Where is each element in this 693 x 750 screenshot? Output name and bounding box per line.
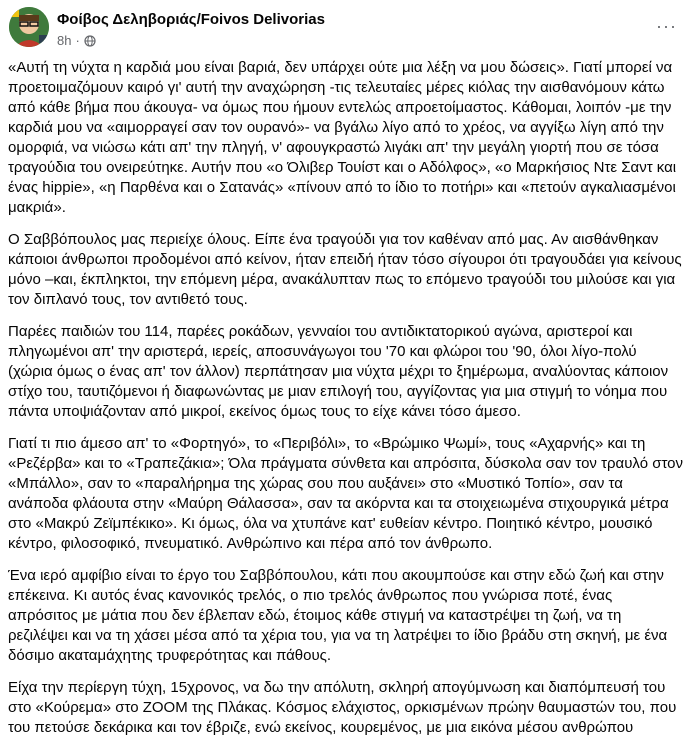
avatar-illustration-icon <box>9 7 49 47</box>
author-avatar[interactable] <box>9 7 49 47</box>
author-name[interactable]: Φοίβος Δεληβοριάς/Foivos Delivorias <box>57 11 325 28</box>
post-meta <box>57 33 96 48</box>
meta-separator: · <box>75 33 80 48</box>
post-paragraph: «Αυτή τη νύχτα η καρδιά μου είναι βαριά, δεν υπάρχει ούτε μια λέξη να μου δώσεις». Γιατί μπορεί να προετοιμαζόμουν καιρό γι' αυτή την αναχώρηση -τις τελευταίες μέρες κιόλας την αισθανόμουν κάτω από κάθε βήμα που άκουγα- να όμως που ήμουν εντελώς απροετοίμαστος. Κάθομαι, λοιπόν -με την καρδιά μου να «αιμορραγεί σαν τον ουρανό»- να βγάλω λίγο από το χρέος, να αγγίξω λίγη από την ομορφιά, να νιώσω κάτι απ' την πληγή, ν' αφουγκραστώ λιγάκι απ' την μεγάλη γιορτή που σε τόσα τραγούδια του ονειρεύτηκε. Αυτήν που «ο Όλιβερ Τουίστ και ο Αδόλφος», «ο Μαρκήσιος Ντε Σαντ και ένας hippie», «η Παρθένα και ο Σατανάς» «πίνουν από το ίδιο το ποτήρι» και «πετούν αγκαλιασμένοι μακριά». <box>8 59 677 216</box>
post-paragraph: Γιατί τι πιο άμεσο απ' το «Φορτηγό», το «Περιβόλι», το «Βρώμικο Ψωμί», τους «Αχαρνής» και τη «Ρεζέρβα» και το «Τραπεζάκια»; Όλα πράγματα σύνθετα και απρόσιτα, δύσκολα σαν τον τραυλό στον «Μπάλλο», σαν το «παραλήρημα της χώρας σου που αυξάνει» στο «Μυστικό Τοπίο», σαν τα ανάποδα φλάουτα στην «Μαύρη Θάλασσα», σαν τα ακόρντα και τα στοιχειωμένα στιχουργικά μέτρα στο «Μακρύ Ζεϊμπέκικο». Κι όμως, όλα να χτυπάνε κατ' ευθείαν κέντρο. Ποιητικό κέντρο, μουσικό κέντρο, φιλοσοφικό, πνευματικό. Ανθρώπινο και πέρα από τον άνθρωπο. <box>8 435 684 552</box>
post-header <box>0 0 693 58</box>
post-paragraph: Ένα ιερό αμφίβιο είναι το έργο του Σαββόπουλου, κάτι που ακουμπούσε και στην εδώ ζωή και στην επέκεινα. Κι αυτός ένας κανονικός τρελός, ο πιο τρελός άνθρωπος που γνώρισα ποτέ, ένας απρόσιτος με μάτια που δεν έβλεπαν εδώ, έτοιμος κάθε στιγμή να καταστρέψει τη ζωή, να τη ρεζιλέψει και να τη χάσει μέσα από τα χέρια του, για να τη λατρέψει το ίδιο βράδυ στη σκηνή, με ένα δόσιμο ακαταμάχητης τρυφερότητας και πάθους. <box>8 567 668 664</box>
post-paragraph: Παρέες παιδιών του 114, παρέες ροκάδων, γενναίοι του αντιδικτατορικού αγώνα, αριστεροί και πληγωμένοι απ' την αριστερά, ιερείς, αποσυνάγωγοι του '70 και φλώροι του '90, όλοι λίγο-πολύ (χώρια όμως ο ένας απ' τον άλλον) περπάτησαν μια νύχτα μέχρι το ξημέρωμα, αναλύοντας κάποιον στίχο του, ταυτιζόμενοι ή διαφωνώντας με μιαν επιλογή του, αγγίζοντας για μια στιγμή το νόημα που πάντα υποψιάζονταν από μικροί, εκείνος όμως τους το είχε κάνει τόσο άμεσο. <box>8 323 669 420</box>
more-options-icon[interactable]: ··· <box>656 16 677 36</box>
globe-icon[interactable] <box>84 35 96 47</box>
post-paragraph: Ο Σαββόπουλος μας περιείχε όλους. Είπε ένα τραγούδι για τον καθέναν από μας. Αν αισθάνθηκαν κάποιοι άνθρωποι προδομένοι από κείνον, ήταν επειδή ήταν τόσο σίγουροι ότι τραγουδάει για κείνους μόνο –και, έκπληκτοι, την επόμενη μέρα, ανακάλυπταν πως το επόμενο τραγούδι του μιλούσε και για τον διπλανό τους, τον αντιθετό τους. <box>8 231 682 308</box>
post-paragraph: Είχα την περίεργη τύχη, 15χρονος, να δω την απόλυτη, σκληρή απογύμνωση και διαπόμπευσή του στο «Κούρεμα» στο ZOOM της Πλάκας. Κόσμος ελάχιστος, ορκισμένων πρώην θαυμαστών του, που του πετούσε δεκάρικα και τον έβριζε, ενώ εκείνος, κουρεμένος, με μια εικόνα μέσου ανθρώπου <box>8 679 677 736</box>
post-text <box>8 58 685 750</box>
post-time[interactable]: 8h <box>57 33 72 48</box>
